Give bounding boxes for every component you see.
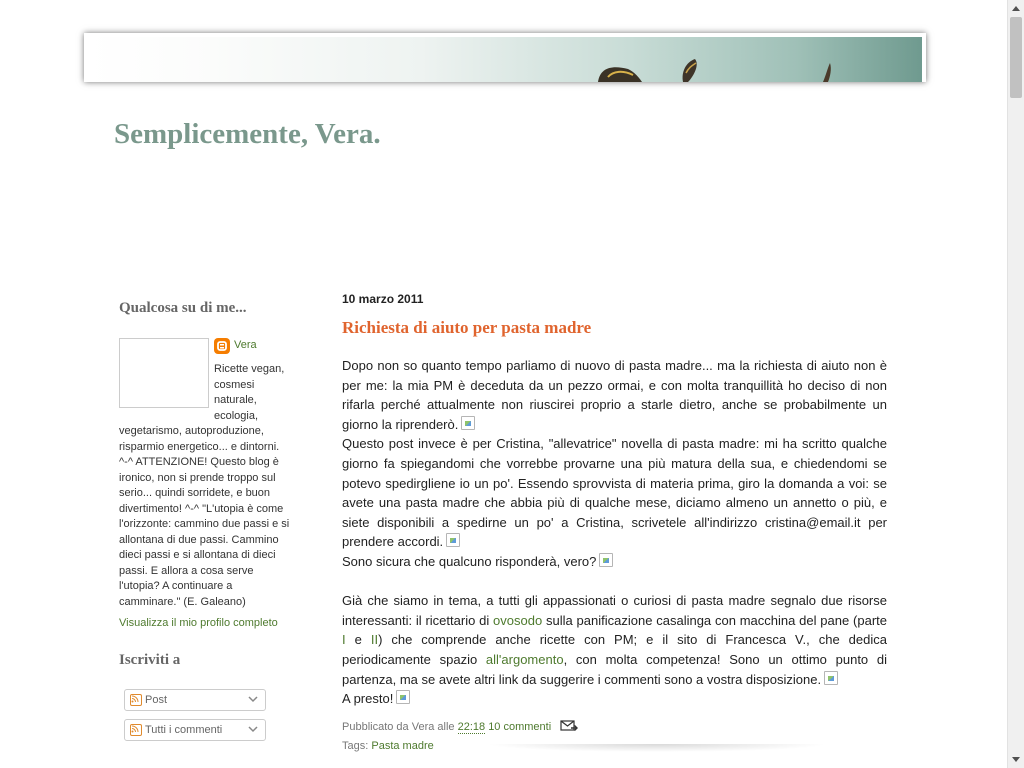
broken-image-icon	[599, 553, 613, 567]
blog-title[interactable]: Semplicemente, Vera.	[114, 118, 381, 150]
post-title-link[interactable]: Richiesta di aiuto per pasta madre	[342, 318, 592, 337]
post-text: ) che comprende anche ricette con PM; e il sito di Francesca V., che dedica periodicamente spazio	[342, 632, 887, 667]
scrollbar-thumb[interactable]	[1010, 17, 1022, 98]
argomento-link[interactable]: all'argomento	[485, 651, 564, 667]
part-2-link[interactable]: II	[370, 632, 379, 648]
feed-icon	[130, 694, 142, 706]
post-text: Dopo non so quanto tempo parliamo di nuovo di pasta madre... ma la richiesta di aiuto non è per me: la mia PM è deceduta da un pezzo ormai, e con molta tranquillità ho deciso di non rifarla perché attualmente non riuscirei proprio a starle dietro, anche se probabilmente un giorno la riprenderò.	[342, 358, 887, 432]
scroll-up-arrow-icon[interactable]	[1008, 0, 1024, 17]
post-date: 10 marzo 2011	[342, 292, 424, 306]
post-body	[342, 356, 887, 709]
post-text: Questo post invece è per Cristina, "allevatrice" novella di pasta madre: mi ha scritto qualche giorno fa spiegandomi che vorrebbe provarne una più matura della sua, e chiedendomi se potevo spedirgliene io un po'. Essendo sprovvista di materia prima, giro la domanda a voi: se avete una pasta madre che abbia più di qualche mese, diciamo almeno un annetto o più, e siete disponibili a spedirne un po' a Cristina, scrivetele all'indirizzo cristina@email.it per prendere accordi.	[342, 436, 887, 550]
post-footer	[342, 720, 578, 733]
post-text: sulla panificazione casalinga con macchina del pane (parte	[546, 612, 887, 628]
post-paragraph	[342, 356, 887, 434]
comments-link[interactable]: 10 commenti	[488, 721, 552, 733]
tag-link[interactable]: Pasta madre	[371, 740, 434, 752]
post-text: e	[354, 632, 362, 648]
email-post-icon[interactable]	[560, 720, 578, 732]
post-tags	[342, 740, 434, 752]
subscribe-comments-label: Tutti i commenti	[145, 724, 223, 736]
about-text-content: Ricette vegan, cosmesi naturale, ecologia, vegetarismo, autoproduzione, risparmio energetico... e dintorni. ^-^ ATTENZIONE! Questo blog è ironico, non si prende troppo sul serio... quindi sorridete, e buon divertimento! ^-^ "L'utopia è come l'orizzonte: cammino due passi e si allontana di due passi. Cammino dieci passi e si allontana di dieci passi. E allora a cosa serve l'utopia? A continuare a camminare." (E. Galeano)	[119, 363, 290, 608]
scroll-down-arrow-icon[interactable]	[1008, 751, 1024, 768]
post-divider	[486, 744, 828, 752]
post-text: , con molta competenza! Sono un ottimo punto di partenza, ma se avete altri link da suggerire i commenti sono a vostra disposizione.	[342, 651, 887, 687]
broken-image-icon	[396, 690, 410, 704]
view-full-profile-link[interactable]: Visualizza il mio profilo completo	[119, 617, 278, 629]
post-paragraph	[342, 591, 887, 689]
broken-image-icon	[446, 533, 460, 547]
spacer	[342, 572, 887, 592]
post-author-label: Pubblicato da Vera alle	[342, 721, 455, 733]
post-paragraph	[342, 434, 887, 552]
post-text: Già che siamo in tema, a tutti gli appassionati o curiosi di pasta madre segnalo due risorse interessanti: il ricettario di	[342, 593, 887, 628]
about-heading: Qualcosa su di me...	[119, 300, 247, 316]
post-text: Sono sicura che qualcuno risponderà, vero?	[342, 553, 597, 569]
blogger-icon	[214, 338, 230, 354]
subscribe-posts-label: Post	[145, 694, 168, 706]
post-text: A presto!	[342, 691, 394, 707]
chevron-down-icon	[247, 693, 259, 705]
header-image-frame	[84, 33, 926, 82]
post-timestamp-link[interactable]: 22:18	[457, 721, 486, 733]
about-text	[119, 362, 291, 610]
subscribe-comments-dropdown[interactable]	[124, 719, 266, 741]
chevron-down-icon	[247, 723, 259, 735]
profile-name-link[interactable]: Vera	[234, 339, 257, 351]
ovosodo-link[interactable]: ovosodo	[493, 612, 543, 628]
feed-icon	[130, 724, 142, 736]
header-butterfly-image	[88, 37, 922, 82]
post-paragraph	[342, 689, 887, 709]
vertical-scrollbar[interactable]	[1007, 0, 1024, 768]
broken-image-icon	[824, 671, 838, 685]
broken-image-icon	[461, 416, 475, 430]
subscribe-heading: Iscriviti a	[119, 652, 181, 668]
post-paragraph	[342, 552, 887, 572]
part-1-link[interactable]: I	[342, 632, 346, 648]
subscribe-posts-dropdown[interactable]	[124, 689, 266, 711]
tags-label: Tags:	[342, 740, 369, 752]
